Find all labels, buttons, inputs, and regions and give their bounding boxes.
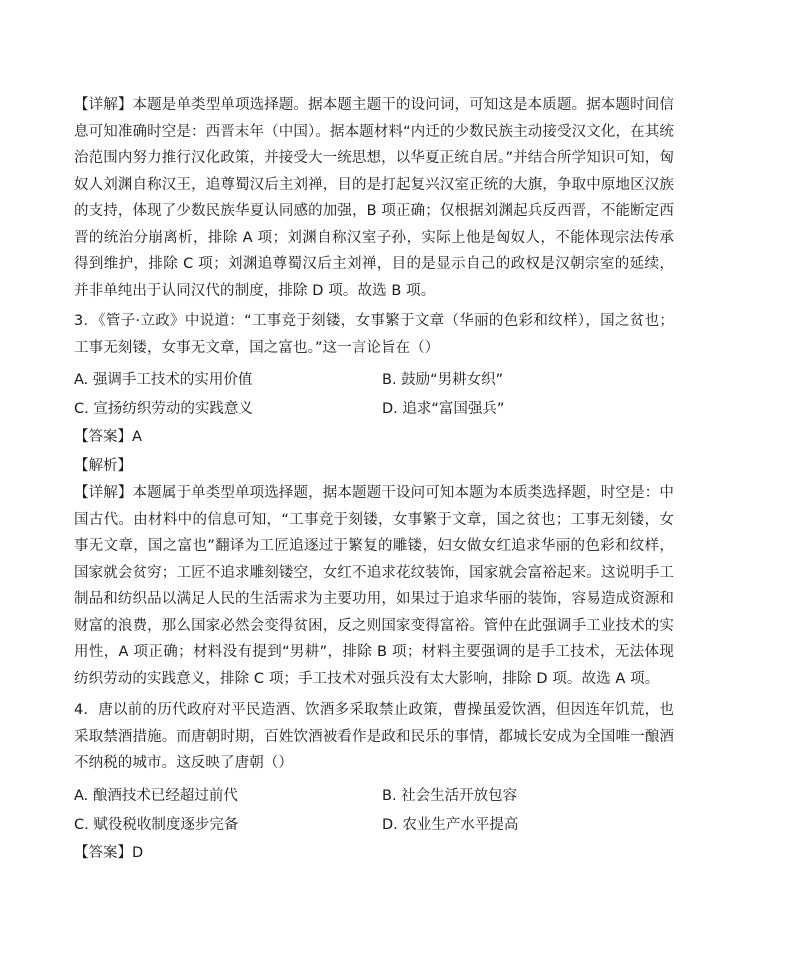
q3-option-a: A. 强调手工技术的实用价值	[74, 372, 253, 388]
q3-analysis-label: 【解析】	[74, 458, 132, 474]
q4-option-b: B. 社会生活开放包容	[382, 788, 518, 804]
q4-answer: 【答案】D	[74, 845, 144, 861]
q4-option-a: A. 酿酒技术已经超过前代	[74, 788, 238, 804]
q3-option-b: B. 鼓励“男耕女织”	[382, 372, 504, 388]
q3-stem: 3．《管子·立政》中说道：“工事竞于刻镂，女事繁于文章（华丽的色彩和纹样），国之贫也；工事无刻镂，女事无文章，国之富也。”这一言论旨在（）	[74, 313, 674, 356]
q4-option-c: C. 赋役税收制度逐步完备	[74, 817, 239, 833]
q2-detail-paragraph: 【详解】本题是单类型单项选择题。据本题主题干的设问词，可知这是本质题。据本题时间信息可知准确时空是：西晋末年（中国）。据本题材料“内迁的少数民族主动接受汉文化，在其统治范围内努力推行汉化政策，并接受大一统思想，以华夏正统自居。”并结合所学知识可知，匈奴人刘渊自称汉王，追尊蜀汉后主刘禅，目的是打起复兴汉室正统的大旗，争取中原地区汉族的支持，体现了少数民族华夏认同感的加强，B 项正确；仅根据刘渊起兵反西晋，不能断定西晋的统治分崩离析，排除 A 项；刘渊自称汉室子孙，实际上他是匈奴人，不能体现宗法传承得到维护，排除 C 项；刘渊追尊蜀汉后主刘禅，目的是显示自己的政权是汉朝宗室的延续，并非单纯出于认同汉代的制度，排除 D 项。故选 B 项。	[74, 97, 674, 299]
q3-option-c: C. 宣扬纺织劳动的实践意义	[74, 401, 253, 417]
q3-answer: 【答案】A	[74, 429, 142, 445]
q3-detail-paragraph: 【详解】本题属于单类型单项选择题，据本题题干设问可知本题为本质类选择题，时空是：中国古代。由材料中的信息可知，“工事竞于刻镂，女事繁于文章，国之贫也；工事无刻镂，女事无文章，国之富也”翻译为工匠追逐过于繁复的雕镂，妇女做女红追求华丽的色彩和纹样，国家就会贫穷；工匠不追求雕刻镂空，女红不追求花纹装饰，国家就会富裕起来。这说明手工制品和纺织品以满足人民的生活需求为主要功用，如果过于追求华丽的装饰，容易造成资源和财富的浪费，那么国家必然会变得贫困，反之则国家变得富裕。管仲在此强调手工业技术的实用性，A 项正确；材料没有提到“男耕”，排除 B 项；材料主要强调的是手工技术，无法体现纺织劳动的实践意义，排除 C 项；手工技术对强兵没有太大影响，排除 D 项。故选 A 项。	[74, 485, 674, 687]
q4-stem: 4．唐以前的历代政府对平民造酒、饮酒多采取禁止政策，曹操虽爱饮酒，但因连年饥荒，也采取禁酒措施。而唐朝时期，百姓饮酒被看作是政和民乐的事情，都城长安成为全国唯一酿酒不纳税的城市。这反映了唐朝（）	[74, 702, 674, 771]
q4-option-d: D. 农业生产水平提高	[382, 817, 519, 833]
q3-option-d: D. 追求“富国强兵”	[382, 401, 505, 417]
